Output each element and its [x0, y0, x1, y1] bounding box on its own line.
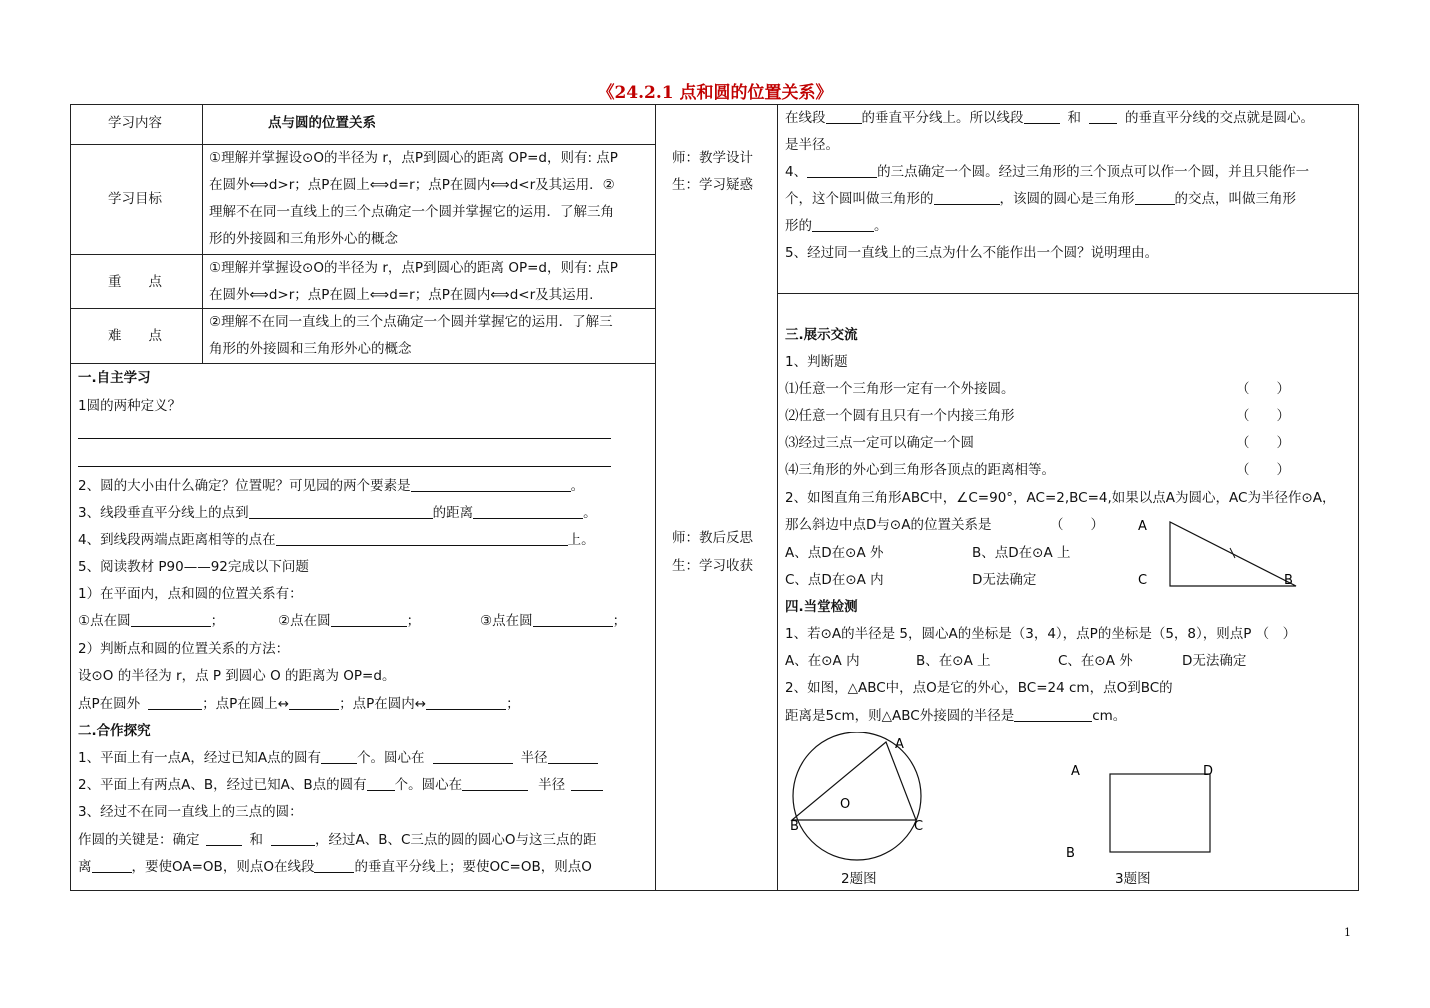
question-text: 设⊙O 的半径为 r，点 P 到圆心 O 的距离为 OP=d。 [78, 668, 396, 684]
table-divider [777, 293, 1359, 294]
question-text: 3、经过不在同一直线上的三点的圆： [78, 804, 303, 820]
note-teacher-design: 师：教学设计 [672, 150, 753, 166]
option-text: B、点D在⊙A 上 [972, 545, 1071, 561]
figure-caption: 3题图 [1115, 871, 1151, 887]
option-text: C、点D在⊙A 内 [785, 572, 884, 588]
table-divider [777, 104, 778, 891]
section-heading: 二.合作探究 [78, 723, 151, 739]
vertex-label-b: B [1066, 846, 1075, 861]
square-abcd [1110, 774, 1210, 852]
answer-paren: （ ） [1236, 435, 1290, 451]
judge-item: ⑷三角形的外心到三角形各顶点的距离相等。 [785, 462, 1055, 478]
option-text: D无法确定 [972, 572, 1037, 588]
vertex-label-c: C [1138, 573, 1148, 588]
question-text: 1、平面上有一点A，经过已知A点的圆有 个。圆心在 半径 [78, 748, 598, 768]
question-text: 点P在圆外 ；点P在圆上↔ ；点P在圆内↔ ； [78, 696, 520, 712]
question-text: ③点在圆 ； [480, 613, 627, 629]
question-text: 1、若⊙A的半径是 5，圆心A的坐标是（3，4），点P的坐标是（5，8），则点P （ ） [785, 626, 1297, 642]
vertex-label-d: D [1203, 764, 1214, 779]
option-text: D无法确定 [1182, 653, 1247, 669]
vertex-label-c: C [914, 819, 924, 834]
question-text: ②点在圆 ； [278, 613, 421, 629]
question-text: 2、平面上有两点A、B，经过已知A、B点的圆有 个。圆心在 半径 [78, 775, 603, 795]
question-text: 作圆的关键是：确定 和 ，经过A、B、C三点的圆的圆心O与这三点的距 [78, 832, 597, 848]
row-label-key: 重 点 [108, 274, 162, 290]
section-heading: 四.当堂检测 [785, 599, 858, 615]
question-text: 5、阅读教材 P90——92完成以下问题 [78, 559, 309, 575]
question-text: 2、如图，△ABC中，点O是它的外心，BC=24 cm，点O到BC的 [785, 680, 1173, 696]
row-difficult-text: ②理解不在同一直线上的三个点确定一个圆并掌握它的运用．了解三 角形的外接圆和三角形外心的概念 [209, 314, 613, 357]
note-student-questions: 生：学习疑惑 [672, 177, 753, 193]
center-label-o: O [840, 797, 851, 812]
document-title: 《24.2.1 点和圆的位置关系》 [597, 83, 833, 103]
question-text: 1）在平面内，点和圆的位置关系有： [78, 586, 303, 602]
question-text: 在线段 的垂直平分线上。所以线段 和 的垂直平分线的交点就是圆心。 [785, 110, 1314, 126]
question-text: 距离是5cm，则△ABC外接圆的半径是 cm。 [785, 708, 1127, 724]
answer-paren: （ ） [1050, 517, 1104, 533]
answer-line [78, 466, 611, 467]
option-text: A、在⊙A 内 [785, 653, 860, 669]
note-student-gains: 生：学习收获 [672, 558, 753, 574]
judge-item: ⑵任意一个圆有且只有一个内接三角形 [785, 408, 1015, 424]
question-text: 形的 。 [785, 218, 888, 234]
answer-line [78, 438, 611, 439]
vertex-label-a: A [1071, 764, 1080, 779]
right-triangle-figure [1130, 512, 1310, 592]
answer-paren: （ ） [1236, 408, 1290, 424]
header-label: 学习内容 [108, 115, 162, 131]
row-key-text: ①理解并掌握设⊙O的半径为 r，点P到圆心的距离 OP=d，则有: 点P 在圆外⟺d>r；点P在圆上⟺d=r；点P在圆内⟺d<r及其运用. [209, 260, 618, 303]
question-text: 是半径。 [785, 137, 839, 153]
figure-caption: 2题图 [841, 871, 877, 887]
question-text: 1圆的两种定义？ [78, 398, 182, 414]
vertex-label-a: A [895, 737, 904, 752]
option-text: A、点D在⊙A 外 [785, 545, 884, 561]
table-divider [655, 104, 656, 891]
question-text: 4、 的三点确定一个圆。经过三角形的三个顶点可以作一个圆，并且只能作一 [785, 164, 1310, 180]
page-number: 1 [1344, 926, 1351, 939]
question-text: 2、圆的大小由什么确定？位置呢？可见园的两个要素是 。 [78, 478, 585, 494]
row-goals-text: ①理解并掌握设⊙O的半径为 r，点P到圆心的距离 OP=d，则有: 点P 在圆外⟺d>r；点P在圆上⟺d=r；点P在圆内⟺d<r及其运用．② 理解不在同一直线上的三个点确定一个圆并掌握它的运用．了解三角 形的外接圆和三角形外心的概念 [209, 150, 618, 247]
answer-paren: （ ） [1236, 381, 1290, 397]
section-heading: 一.自主学习 [78, 370, 151, 386]
question-text: 5、经过同一直线上的三点为什么不能作出一个圆？说明理由。 [785, 245, 1159, 261]
triangle-abc [792, 742, 916, 820]
header-topic: 点与圆的位置关系 [268, 115, 376, 131]
note-teacher-reflection: 师：教后反思 [672, 530, 753, 546]
question-text: 那么斜边中点D与⊙A的位置关系是 [785, 517, 992, 533]
judge-item: ⑶经过三点一定可以确定一个圆 [785, 435, 974, 451]
square-figure [1060, 760, 1220, 864]
row-label-goals: 学习目标 [108, 191, 162, 207]
vertex-label-b: B [1284, 573, 1293, 588]
question-text: ①点在圆 ； [78, 613, 225, 629]
question-text: 个，这个圆叫做三角形的 ，该圆的圆心是三角形 的交点，叫做三角形 [785, 191, 1296, 207]
question-text: 2）判断点和圆的位置关系的方法： [78, 641, 290, 657]
row-label-difficult: 难 点 [108, 328, 162, 344]
question-text: 离 ，要使OA=OB，则点O在线段 的垂直平分线上；要使OC=OB，则点O [78, 859, 592, 875]
answer-paren: （ ） [1236, 462, 1290, 478]
table-divider [70, 363, 655, 364]
option-text: B、在⊙A 上 [916, 653, 991, 669]
question-text: 3、线段垂直平分线上的点到 的距离 。 [78, 505, 597, 521]
option-text: C、在⊙A 外 [1058, 653, 1133, 669]
table-divider [202, 104, 203, 363]
judge-item: ⑴任意一个三角形一定有一个外接圆。 [785, 381, 1015, 397]
question-text: 1、判断题 [785, 354, 848, 370]
vertex-label-b: B [790, 819, 799, 834]
vertex-label-a: A [1138, 519, 1147, 534]
circumcircle-figure [782, 732, 932, 864]
question-text: 2、如图直角三角形ABC中，∠C=90°，AC=2,BC=4,如果以点A为圆心，AC为半径作⊙A， [785, 490, 1336, 506]
section-heading: 三.展示交流 [785, 327, 858, 343]
question-text: 4、到线段两端点距离相等的点在 上。 [78, 532, 595, 548]
